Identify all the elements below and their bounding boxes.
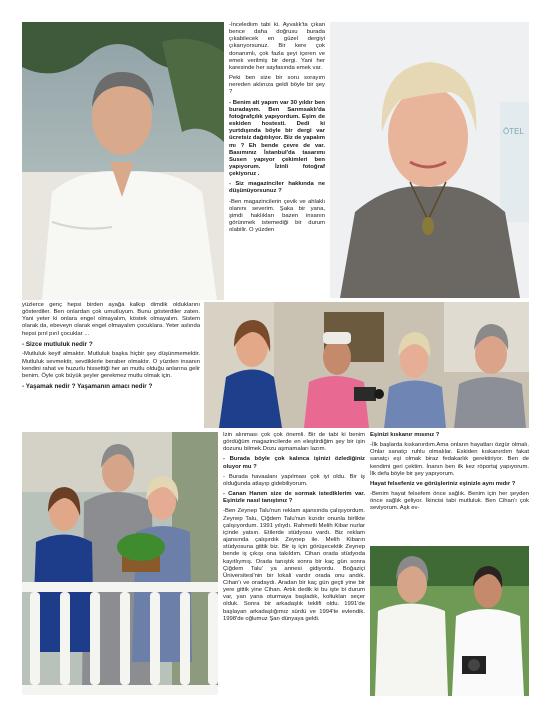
photo-woman-portrait-image <box>330 22 529 298</box>
photo-woman-portrait <box>330 22 529 298</box>
paragraph: -Ben Zeynep Talu'nun reklam ajansında çalışıyordum. Zeynep Talu, Çiğdem Talu'nun kızıdır onunla birlikte çalışıyordum. 1991 yılıydı. Rahmetli Melih Kibar nurlar içinde yatsın. Etilerde stüdyosu vardı. Biz reklam ajansında çalışırdık Zeynep ile. Melih Kibarın stüdyosuna gittik biz. Bir iş için görüşecektik Zeynep bende iş çıkışı ona takıldım. Cihan orada stüdyoda kayıtlıymış. Orada tanıştık sonra bir kaç gün sonra Çiğdem Talu' ya annesi gidiyordu. Boğaziçi Üniversitesi'nin bir lokali vardır orada onu andık. Cihan'ı ve oradaydı. Aradan bir kaç gün geçti yine bir yere gittik yine Cihan. Artık dedik ki bu işte bi durum var, yan yana oturmaya başladık, koltukları seçer olduk. Sonra bir arkadaşlık teklifi oldu. 1991'de başlayan arkadaşlığımız sürdü ve 1994'te evlendik. 1998'de oğlumuz Şan dünyaya geldi. <box>223 508 365 622</box>
photo-group-four <box>204 302 529 428</box>
question-heading: - Yaşamak nedir ? Yaşamanın amacı nedir ? <box>22 383 153 390</box>
text-column-jealousy <box>370 432 529 544</box>
text-column-interview-top <box>229 22 325 298</box>
background-sign-text: ÖTEL <box>503 127 524 136</box>
answer-bold: - Benim alt yapım var 30 yıldır ben buradayım. Ben Sarımsaklı'da fotoğrafçılık yapıyordum. Eşim de eskiden hostesti. Dedi ki yurtdışında böyle bir dergi var ücretsiz dağıtılıyor. Biz de yapalım mı ? Eh bende çevre de var. Basımınız İstanbul'da tasarımı Susen yapıyor çekimleri ben yapıyorum. İzinli fotoğraf çekiyoruz . <box>229 99 325 178</box>
paragraph: yüzlerce genç hepsi birden ayağa kalkıp dimdik olduklarını gösterdiler. Ben onlardan çok umutluyum. Bunu gösterdiler zaten. Yani yeter ki onlara engel olmayalım, köstek olmayalım. Sistem olarak da, ebeveyn olarak engel olmayalım çocuklara. Yeter aslında hepsi pırıl pırıl çocuklar ... <box>22 302 200 337</box>
paragraph: Peki ben size bir soru sorayım nereden aklınıza geldi böyle bir şey ? <box>229 75 325 96</box>
paragraph: İzin alınması çok çok önemli. Bir de tabi ki benim gördüğüm magazincilerde en eleştirdiğim şey bir işin dozunu bilmek.Dozu aşmamaları lazım. <box>223 432 365 453</box>
question-heading: Hayat felsefeniz ve görüşleriniz eşinizle aynı mıdır ? <box>370 480 516 487</box>
photo-family-balcony-image <box>22 432 218 695</box>
question-heading: - Canan Hanım size de sormak istediklerim var. Eşinizle nasıl tanıştınız ? <box>223 491 365 505</box>
photo-man-portrait <box>22 22 224 300</box>
photo-two-men <box>370 546 529 696</box>
question-heading: - Siz magazinciler hakkında ne düşünüyorsunuz ? <box>229 181 325 195</box>
paragraph: -Ben magazincilerin çevik ve ahlaklı olanını severim. Şaka bir yana, şimdi haklıkları bazen insanın görünmek istemediği bir durum olabilir. O yüzden <box>229 198 325 234</box>
photo-group-four-image <box>204 302 529 428</box>
paragraph: - Burada havaalanı yapılması çok iyi oldu. Bir iş olduğunda atlayıp gidebiliyorum. <box>223 473 365 487</box>
photo-two-men-image <box>370 546 529 696</box>
paragraph: -Mutluluk keyif almaktır. Mutluluk başka hiçbir şey düşünmemektir. Mutluluk sevmektir, sevdiklerle beraber olmaktır. O yüzden insanın kendini rahat ve huzurlu hissettiği her an mutlu olduğu anlarına gelir benim. Öyle çok büyük şeyler gerekmez mutlu olmak için. <box>22 351 200 379</box>
paragraph: -Benim hayat felsefem önce sağlık. Benim için her şeyden önce sağlık geliyor. İkincisi tabi mutluluk. Ben Cihan'ı çok seviyorum. Aşk ev- <box>370 491 529 512</box>
text-column-happiness <box>22 302 200 430</box>
paragraph: -İlk başlarda kıskanırdım.Ama onların hayatları özgür olmalı. Onlar sanatçı ruhlu olmalılar. Eskiden kıskanırdım fakat sanatçı eşi olmak biraz fedakarlık gerektiriyor. Ben de kendimi geri çektim. İnanın ben ilk kez röportaj yapıyorum. İlk defa böyle bir şey yapıyorum. <box>370 442 529 477</box>
question-heading: Eşinizi kıskanır mısınız ? <box>370 432 440 438</box>
photo-family-balcony <box>22 432 218 695</box>
question-heading: - Burada böyle çok kalınca işinizi özlediğiniz oluyor mu ? <box>223 456 365 470</box>
photo-man-portrait-image <box>22 22 224 300</box>
text-column-how-met <box>223 432 365 695</box>
paragraph: -İncelediım tabi ki. Ayvalık'ta çıkan bence daha doğrusu burada çıkabilecek en güzel dergiyi çıkarıyorsunuz. Bir kere çok donanımlı, çok fazla şeyi içeren ve emek verilmiş bir dergi. Yani her karesinde her sayfasında emek var. <box>229 22 325 71</box>
question-heading: - Sizce mutluluk nedir ? <box>22 340 93 348</box>
